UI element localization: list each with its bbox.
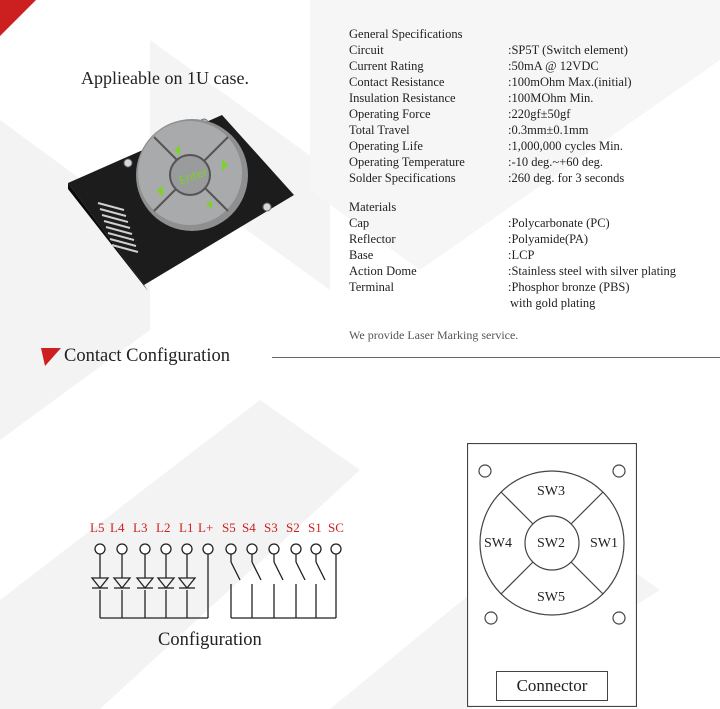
switch-label-sw4: SW4: [484, 536, 512, 551]
applicable-note: Applieable on 1U case.: [81, 68, 249, 88]
contact-configuration-title: Contact Configuration: [64, 346, 230, 366]
corner-accent-triangle: [0, 0, 40, 40]
spec-row: Current Rating :50mA @ 12VDC: [349, 59, 599, 73]
material-row: Reflector :Polyamide(PA): [349, 232, 589, 246]
product-photo: [62, 115, 302, 290]
spec-row: Operating Temperature :-10 deg.~+60 deg.: [349, 155, 604, 169]
configuration-schematic: [88, 538, 348, 628]
general-specs-heading: General Specifications: [349, 27, 463, 41]
material-row: Cap :Polycarbonate (PC): [349, 216, 610, 230]
connector-label: Connector: [496, 671, 608, 701]
spec-row: Operating Force :220gf±50gf: [349, 107, 571, 121]
material-row: Action Dome :Stainless steel with silver plating: [349, 264, 677, 278]
spec-row: Total Travel :0.3mm±0.1mm: [349, 123, 589, 137]
pin-label: L1: [179, 520, 194, 535]
switch-label-sw5: SW5: [537, 590, 565, 605]
switch-label-sw2: SW2: [537, 536, 565, 551]
pin-label: S2: [286, 520, 300, 535]
pin-label: S4: [242, 520, 256, 535]
spec-row: Operating Life :1,000,000 cycles Min.: [349, 139, 623, 153]
pin-label: SC: [328, 520, 344, 535]
spec-row: Circuit :SP5T (Switch element): [349, 43, 628, 57]
pin-label: L+: [198, 520, 214, 535]
pin-label: S5: [222, 520, 236, 535]
materials-heading: Materials: [349, 200, 397, 214]
spec-row: Insulation Resistance :100MOhm Min.: [349, 91, 594, 105]
material-row: with gold plating: [510, 296, 596, 310]
pin-label: L5: [90, 520, 105, 535]
specifications-panel: [349, 26, 676, 311]
pin-label: S3: [264, 520, 278, 535]
switch-label-sw1: SW1: [590, 536, 618, 551]
cap-enter-text: Enter: [177, 165, 210, 188]
switch-layout-diagram: [467, 443, 637, 707]
pin-label: L4: [110, 520, 125, 535]
section-flag-icon: [41, 348, 63, 368]
switch-label-sw3: SW3: [537, 484, 565, 499]
pin-label: L2: [156, 520, 171, 535]
pin-label: L3: [133, 520, 148, 535]
configuration-caption: Configuration: [158, 630, 262, 650]
material-row: Terminal :Phosphor bronze (PBS): [349, 280, 630, 294]
laser-marking-note: We provide Laser Marking service.: [349, 328, 519, 342]
spec-row: Contact Resistance :100mOhm Max.(initial): [349, 75, 632, 89]
section-divider: [272, 357, 720, 358]
material-row: Base :LCP: [349, 248, 535, 262]
spec-row: Solder Specifications :260 deg. for 3 seconds: [349, 171, 625, 185]
pin-label: S1: [308, 520, 322, 535]
